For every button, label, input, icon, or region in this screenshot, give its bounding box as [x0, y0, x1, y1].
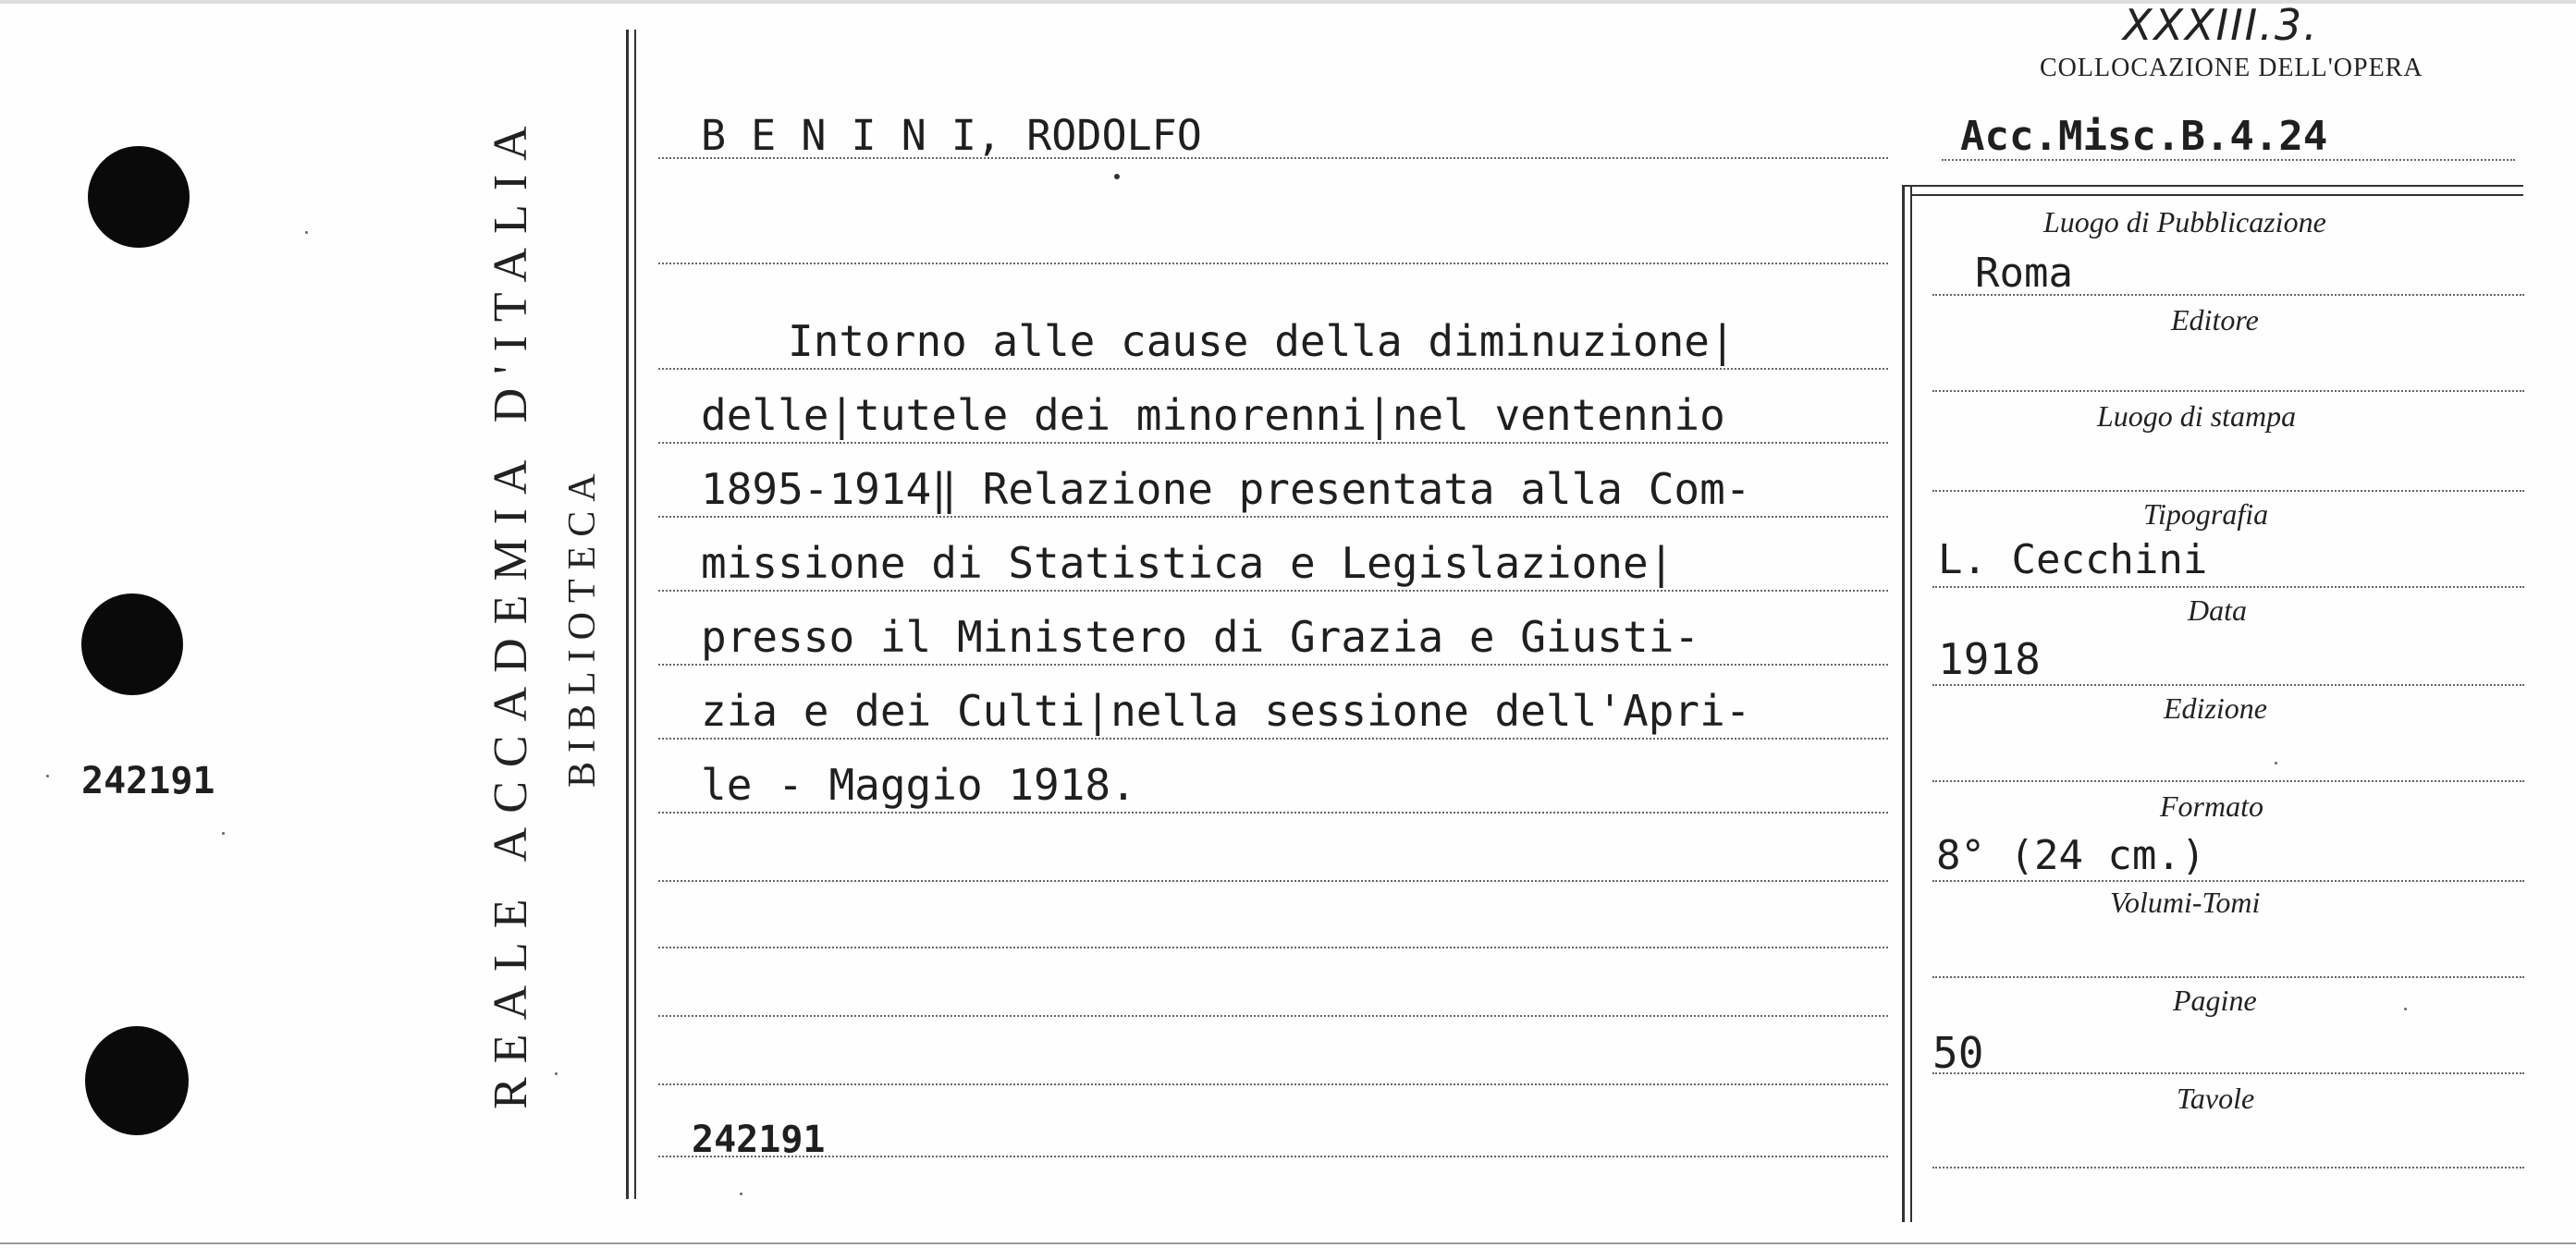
- title-rule-10: [658, 1015, 1888, 1017]
- field-value-formato: 8° (24 cm.): [1936, 832, 2206, 879]
- scan-speck: [2404, 1008, 2407, 1010]
- scan-speck: [555, 1072, 558, 1075]
- title-rule-4: [658, 590, 1888, 592]
- scan-speck: [305, 231, 308, 234]
- collocation-caption: COLLOCAZIONE DELL'OPERA: [2040, 54, 2423, 82]
- main-left-rule-2: [634, 30, 636, 1199]
- field-label-volumi-tomi: Volumi-Tomi: [2110, 886, 2261, 919]
- title-line-6: zia e dei Culti|nella sessione dell'Apri-: [701, 686, 1751, 736]
- title-rule-9: [658, 947, 1888, 948]
- title-rule-1: [658, 368, 1888, 370]
- punch-hole-top: [88, 146, 190, 248]
- library-vertical-text: BIBLIOTECA: [561, 464, 604, 788]
- shelfmark: Acc.Misc.B.4.24: [1960, 113, 2328, 160]
- card-bottom-edge: [0, 1242, 2576, 1244]
- title-line-3: 1895-1914‖ Relazione presentata alla Com-: [701, 464, 1751, 514]
- right-box-rule-2: [1910, 185, 1912, 1222]
- field-value-data: 1918: [1938, 634, 2041, 684]
- field-label-tavole: Tavole: [2177, 1082, 2255, 1115]
- field-rule-8: [1932, 976, 2524, 978]
- title-rule-7: [658, 812, 1888, 814]
- field-rule-2: [1932, 390, 2524, 392]
- field-label-pagine: Pagine: [2173, 984, 2257, 1017]
- field-rule-4: [1932, 586, 2524, 588]
- field-rule-10: [1932, 1167, 2524, 1168]
- field-label-edizione: Edizione: [2164, 691, 2267, 725]
- main-left-rule-1: [626, 30, 629, 1199]
- scan-speck: [1114, 174, 1120, 179]
- title-line-5: presso il Ministero di Grazia e Giusti-: [701, 612, 1700, 662]
- inventory-number-bottom: 242191: [692, 1119, 826, 1161]
- right-box-top-rule-1: [1902, 185, 2523, 187]
- field-value-pagine: 50: [1932, 1028, 1984, 1078]
- field-label-luogo-pubblicazione: Luogo di Pubblicazione: [2043, 205, 2326, 239]
- field-label-editore: Editore: [2171, 303, 2259, 336]
- author-heading: B E N I N I, RODOLFO: [701, 111, 1202, 160]
- title-line-1: Intorno alle cause della diminuzione|: [788, 316, 1736, 366]
- right-box-rule-1: [1902, 185, 1905, 1222]
- title-line-2: delle|tutele dei minorenni|nel ventennio: [701, 390, 1725, 440]
- field-value-luogo-pubblicazione: Roma: [1975, 250, 2073, 297]
- field-rule-9: [1932, 1072, 2524, 1074]
- institution-vertical-text: REALE ACCADEMIA D'ITALIA: [485, 112, 537, 1109]
- field-rule-3: [1932, 490, 2524, 492]
- scan-speck: [2275, 762, 2277, 765]
- collocation-handwritten: XXXIII.3.: [2123, 0, 2319, 50]
- punch-hole-middle: [81, 593, 183, 695]
- shelfmark-line: [1942, 159, 2515, 161]
- title-rule-11: [658, 1083, 1888, 1085]
- title-line-7: le - Maggio 1918.: [701, 760, 1136, 810]
- inventory-line: [658, 1156, 1888, 1157]
- title-rule-2: [658, 442, 1888, 444]
- field-label-data: Data: [2188, 593, 2247, 627]
- blank-line: [658, 263, 1888, 264]
- field-label-formato: Formato: [2160, 789, 2263, 823]
- field-rule-1: [1932, 294, 2524, 296]
- title-line-4: missione di Statistica e Legislazione|: [701, 538, 1674, 588]
- scan-speck: [222, 832, 225, 835]
- title-rule-8: [658, 880, 1888, 882]
- title-rule-6: [658, 738, 1888, 740]
- author-line: [658, 157, 1888, 159]
- field-rule-6: [1932, 780, 2524, 782]
- field-value-tipografia: L. Cecchini: [1938, 536, 2208, 583]
- inventory-number-left: 242191: [81, 760, 215, 802]
- field-rule-7: [1932, 880, 2524, 882]
- right-box-top-rule-2: [1910, 194, 2523, 196]
- title-rule-3: [658, 516, 1888, 518]
- field-label-luogo-stampa: Luogo di stampa: [2097, 399, 2297, 433]
- field-label-tipografia: Tipografia: [2143, 497, 2269, 531]
- scan-speck: [740, 1193, 742, 1195]
- field-rule-5: [1932, 684, 2524, 686]
- scan-speck: [46, 775, 49, 777]
- punch-hole-bottom: [85, 1026, 189, 1135]
- title-rule-5: [658, 664, 1888, 666]
